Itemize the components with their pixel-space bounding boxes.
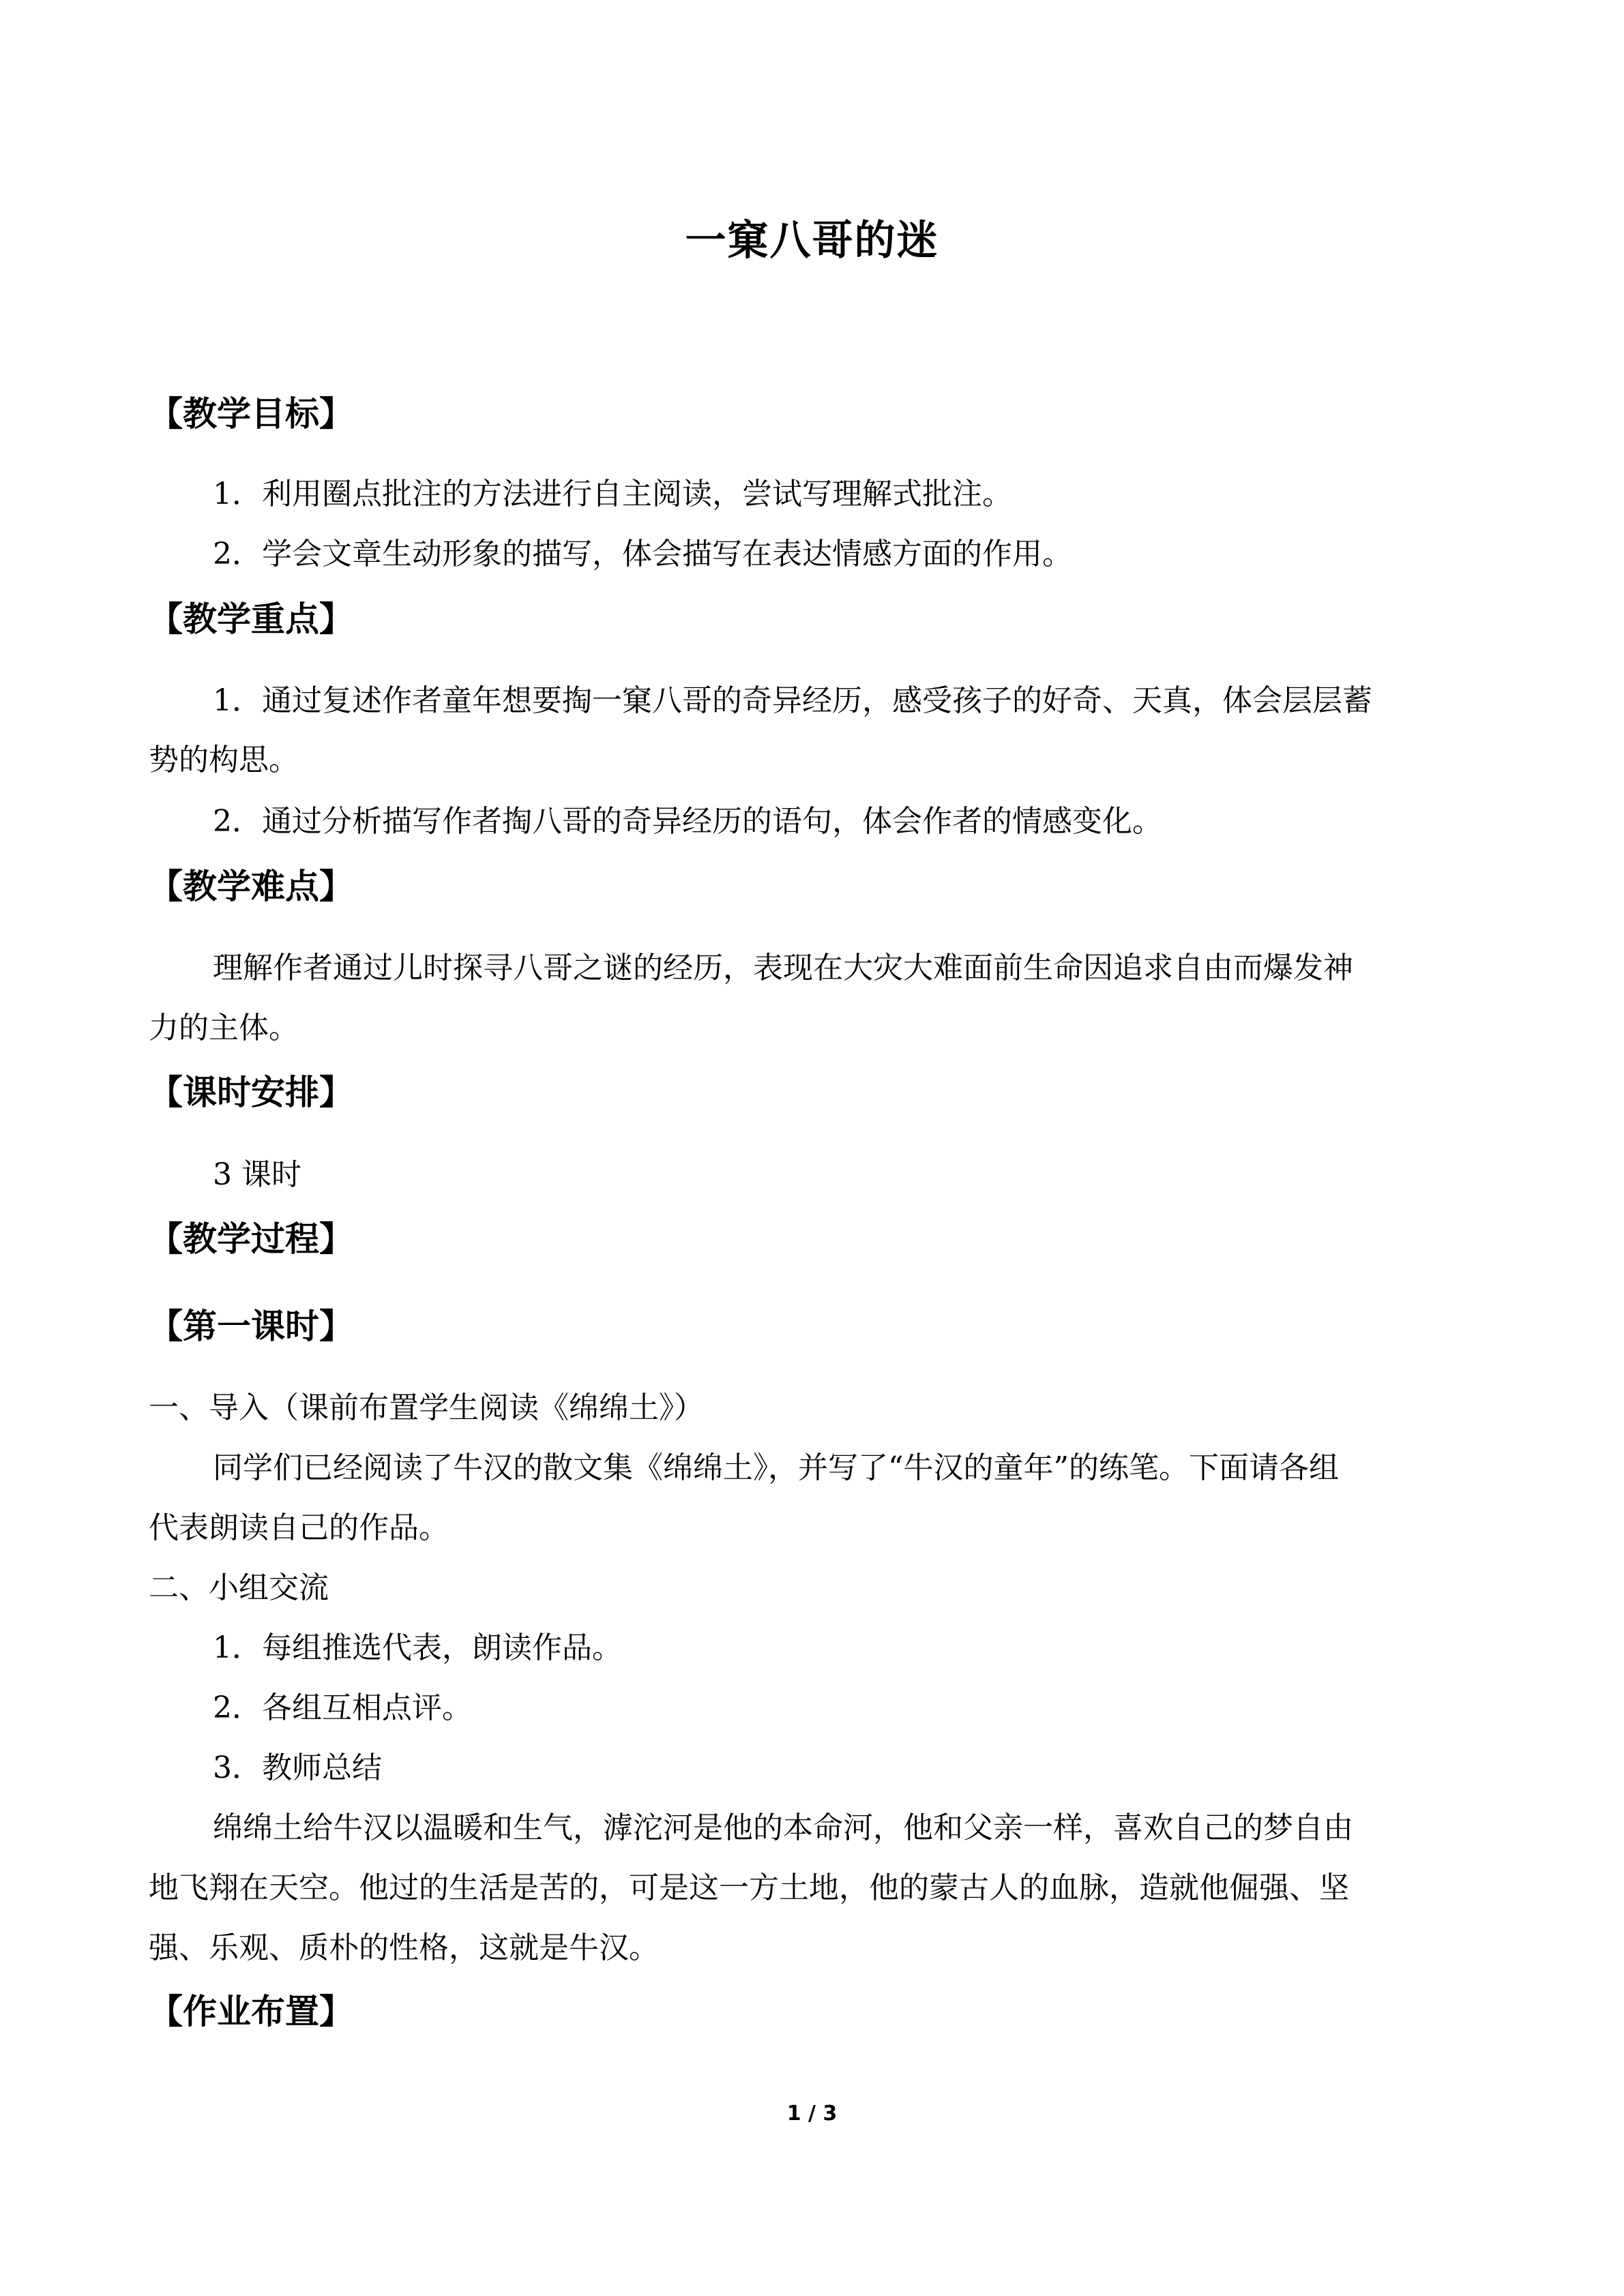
focus-item-1-line-2: 势的构思。	[149, 743, 299, 777]
part-1-line-2: 代表朗读自己的作品。	[149, 1510, 449, 1545]
heading-schedule: 【课时安排】	[149, 1073, 353, 1112]
schedule-text: 3 课时	[213, 1157, 301, 1192]
step-2: 2．各组互相点评。	[213, 1690, 472, 1725]
document-title: 一窠八哥的迷	[685, 217, 939, 265]
summary-line-3: 强、乐观、质朴的性格，这就是牛汉。	[149, 1930, 659, 1965]
heading-goals: 【教学目标】	[149, 394, 353, 434]
goal-item-1: 1．利用圈点批注的方法进行自主阅读，尝试写理解式批注。	[213, 477, 1012, 511]
part-1-title: 一、导入（课前布置学生阅读《绵绵土》）	[149, 1390, 704, 1425]
difficulty-line-1: 理解作者通过儿时探寻八哥之谜的经历，表现在大灾大难面前生命因追求自由而爆发神	[213, 951, 1353, 985]
page-number: 1 / 3	[786, 2102, 838, 2126]
step-3: 3．教师总结	[213, 1750, 382, 1785]
heading-difficulty: 【教学难点】	[149, 867, 353, 906]
heading-homework: 【作业布置】	[149, 1992, 353, 2031]
summary-line-1: 绵绵土给牛汉以温暖和生气，滹沱河是他的本命河，他和父亲一样，喜欢自己的梦自由	[213, 1810, 1353, 1845]
focus-item-1-line-1: 1．通过复述作者童年想要掏一窠八哥的奇异经历，感受孩子的好奇、天真，体会层层蓄	[213, 683, 1372, 718]
difficulty-line-2: 力的主体。	[149, 1011, 299, 1045]
part-2-title: 二、小组交流	[149, 1570, 329, 1605]
heading-process: 【教学过程】	[149, 1219, 353, 1259]
focus-item-2: 2．通过分析描写作者掏八哥的奇异经历的语句，体会作者的情感变化。	[213, 804, 1162, 839]
step-1: 1．每组推选代表，朗读作品。	[213, 1630, 622, 1665]
goal-item-2: 2．学会文章生动形象的描写，体会描写在表达情感方面的作用。	[213, 537, 1072, 571]
heading-lesson-1: 【第一课时】	[149, 1307, 353, 1346]
part-1-line-1: 同学们已经阅读了牛汉的散文集《绵绵土》，并写了“牛汉的童年”的练笔。下面请各组	[213, 1450, 1339, 1485]
summary-line-2: 地飞翔在天空。他过的生活是苦的，可是这一方土地，他的蒙古人的血脉，造就他倔强、坚	[149, 1870, 1349, 1905]
heading-focus: 【教学重点】	[149, 599, 353, 639]
